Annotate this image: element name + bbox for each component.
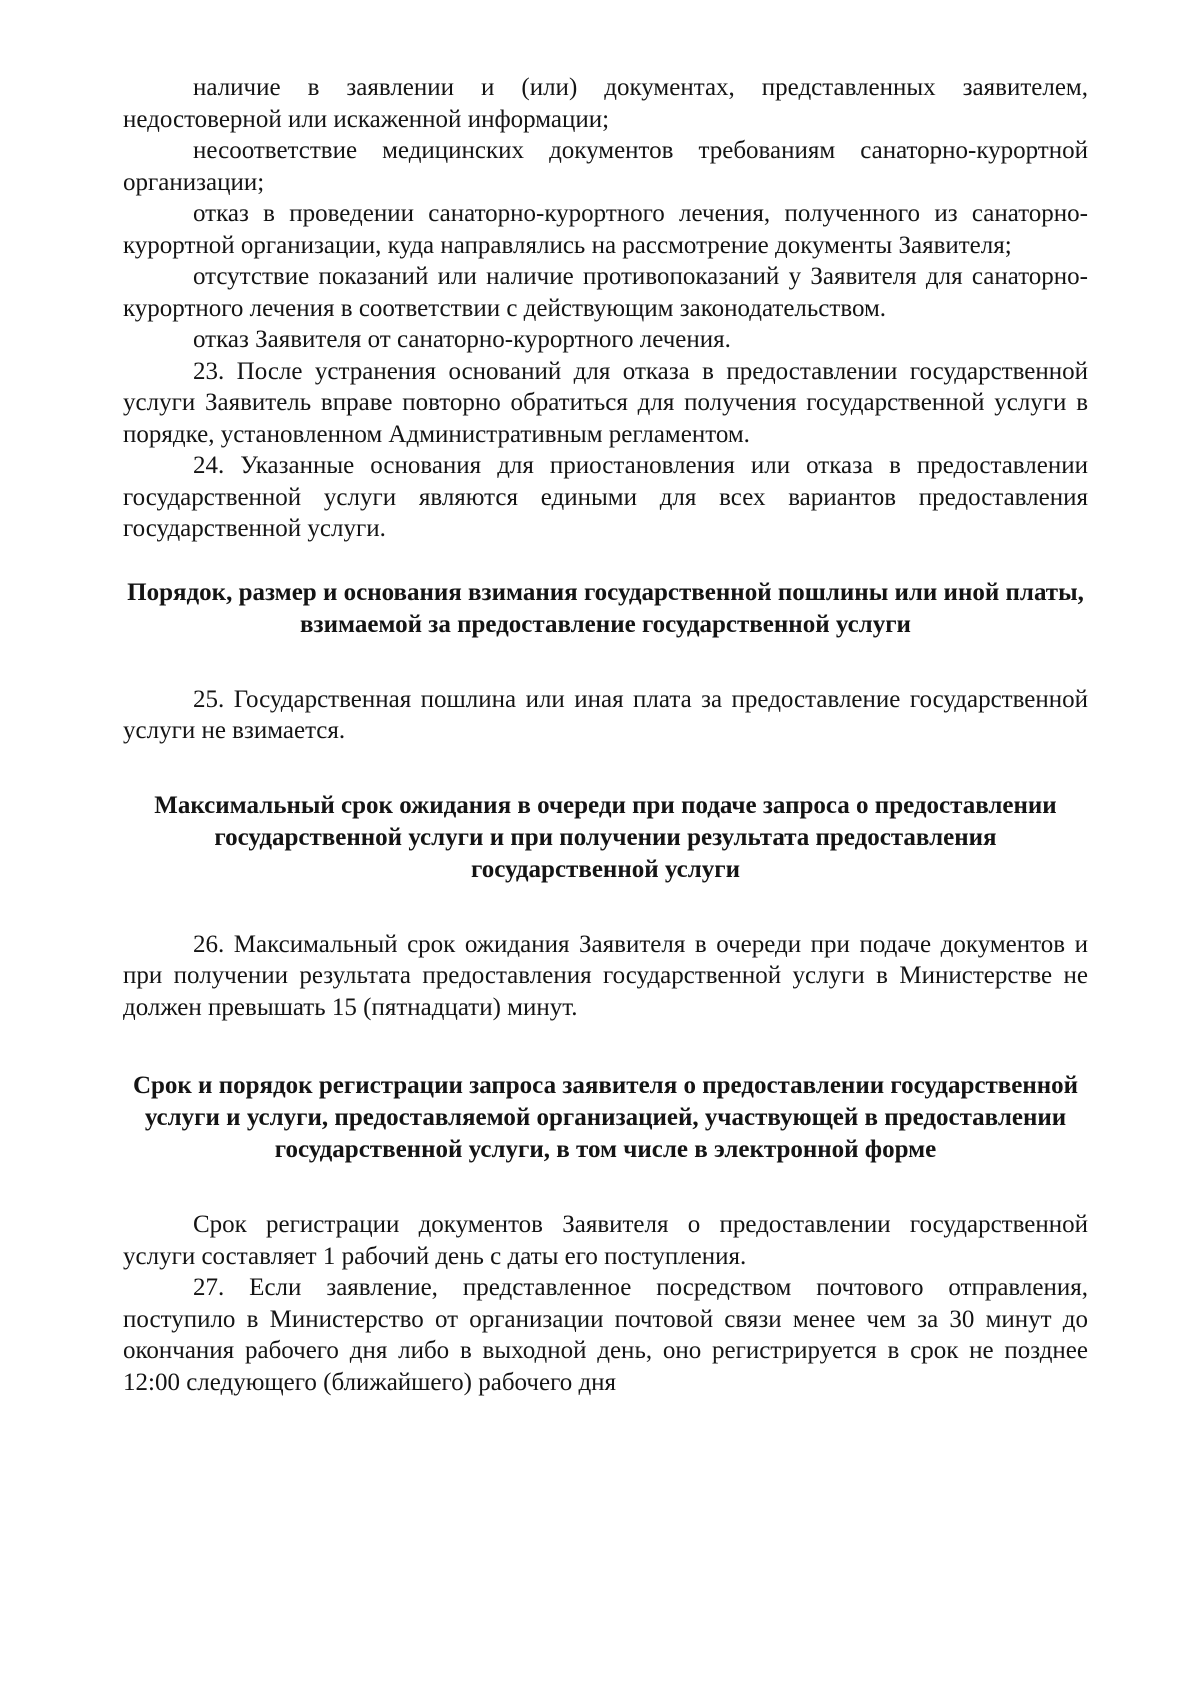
paragraph-26: 26. Максимальный срок ожидания Заявителя в очереди при подаче документов и при получении результата предоставления государственной услуги в Министерстве не должен превышать 15 (пятнадцати) минут. <box>123 930 1088 1021</box>
paragraph-27: 27. Если заявление, представленное посредством почтового отправления, поступило в Министерство от организации почтовой связи менее чем за 30 минут до окончания рабочего дня либо в выходной день, оно регистрируется в срок не позднее 12:00 следующего (ближайшего) рабочего дня <box>123 1274 1088 1396</box>
paragraph-applicant-refusal: отказ Заявителя от санаторно-курортного лечения. <box>193 326 731 353</box>
paragraph-medical-docs: несоответствие медицинских документов требованиям санаторно-курортной организации; <box>123 137 1088 196</box>
paragraph-23: 23. После устранения оснований для отказа в предоставлении государственной услуги Заявитель вправе повторно обратиться для получения государственной услуги в порядке, установленном Административным регламентом. <box>123 357 1088 448</box>
paragraph-inaccurate-info: наличие в заявлении и (или) документах, представленных заявителем, недостоверной или искаженной информации; <box>123 74 1088 133</box>
heading-registration: Срок и порядок регистрации запроса заявителя о предоставлении государственной услуги и услуги, предоставляемой организацией, участвующей в предоставлении государственной услуги, в том числе в электронной форме <box>132 1072 1079 1163</box>
paragraph-contraindications: отсутствие показаний или наличие противопоказаний у Заявителя для санаторно-курортного лечения в соответствии с действующим законодательством. <box>123 263 1088 322</box>
paragraph-registration-term: Срок регистрации документов Заявителя о предоставлении государственной услуги составляет 1 рабочий день с даты его поступления. <box>123 1211 1088 1270</box>
heading-queue: Максимальный срок ожидания в очереди при подаче запроса о предоставлении государственной услуги и при получении результата предоставления государственной услуги <box>154 791 1057 883</box>
heading-fee: Порядок, размер и основания взимания государственной пошлины или иной платы, взимаемой за предоставление государственной услуги <box>127 578 1084 638</box>
paragraph-refusal-sanatorium: отказ в проведении санаторно-курортного лечения, полученного из санаторно-курортной организации, куда направлялись на рассмотрение документы Заявителя; <box>123 200 1088 259</box>
document-page <box>123 72 1088 1398</box>
paragraph-24: 24. Указанные основания для приостановления или отказа в предоставлении государственной услуги являются едиными для всех вариантов предоставления государственной услуги. <box>123 452 1088 542</box>
paragraph-25: 25. Государственная пошлина или иная плата за предоставление государственной услуги не взимается. <box>123 685 1088 744</box>
